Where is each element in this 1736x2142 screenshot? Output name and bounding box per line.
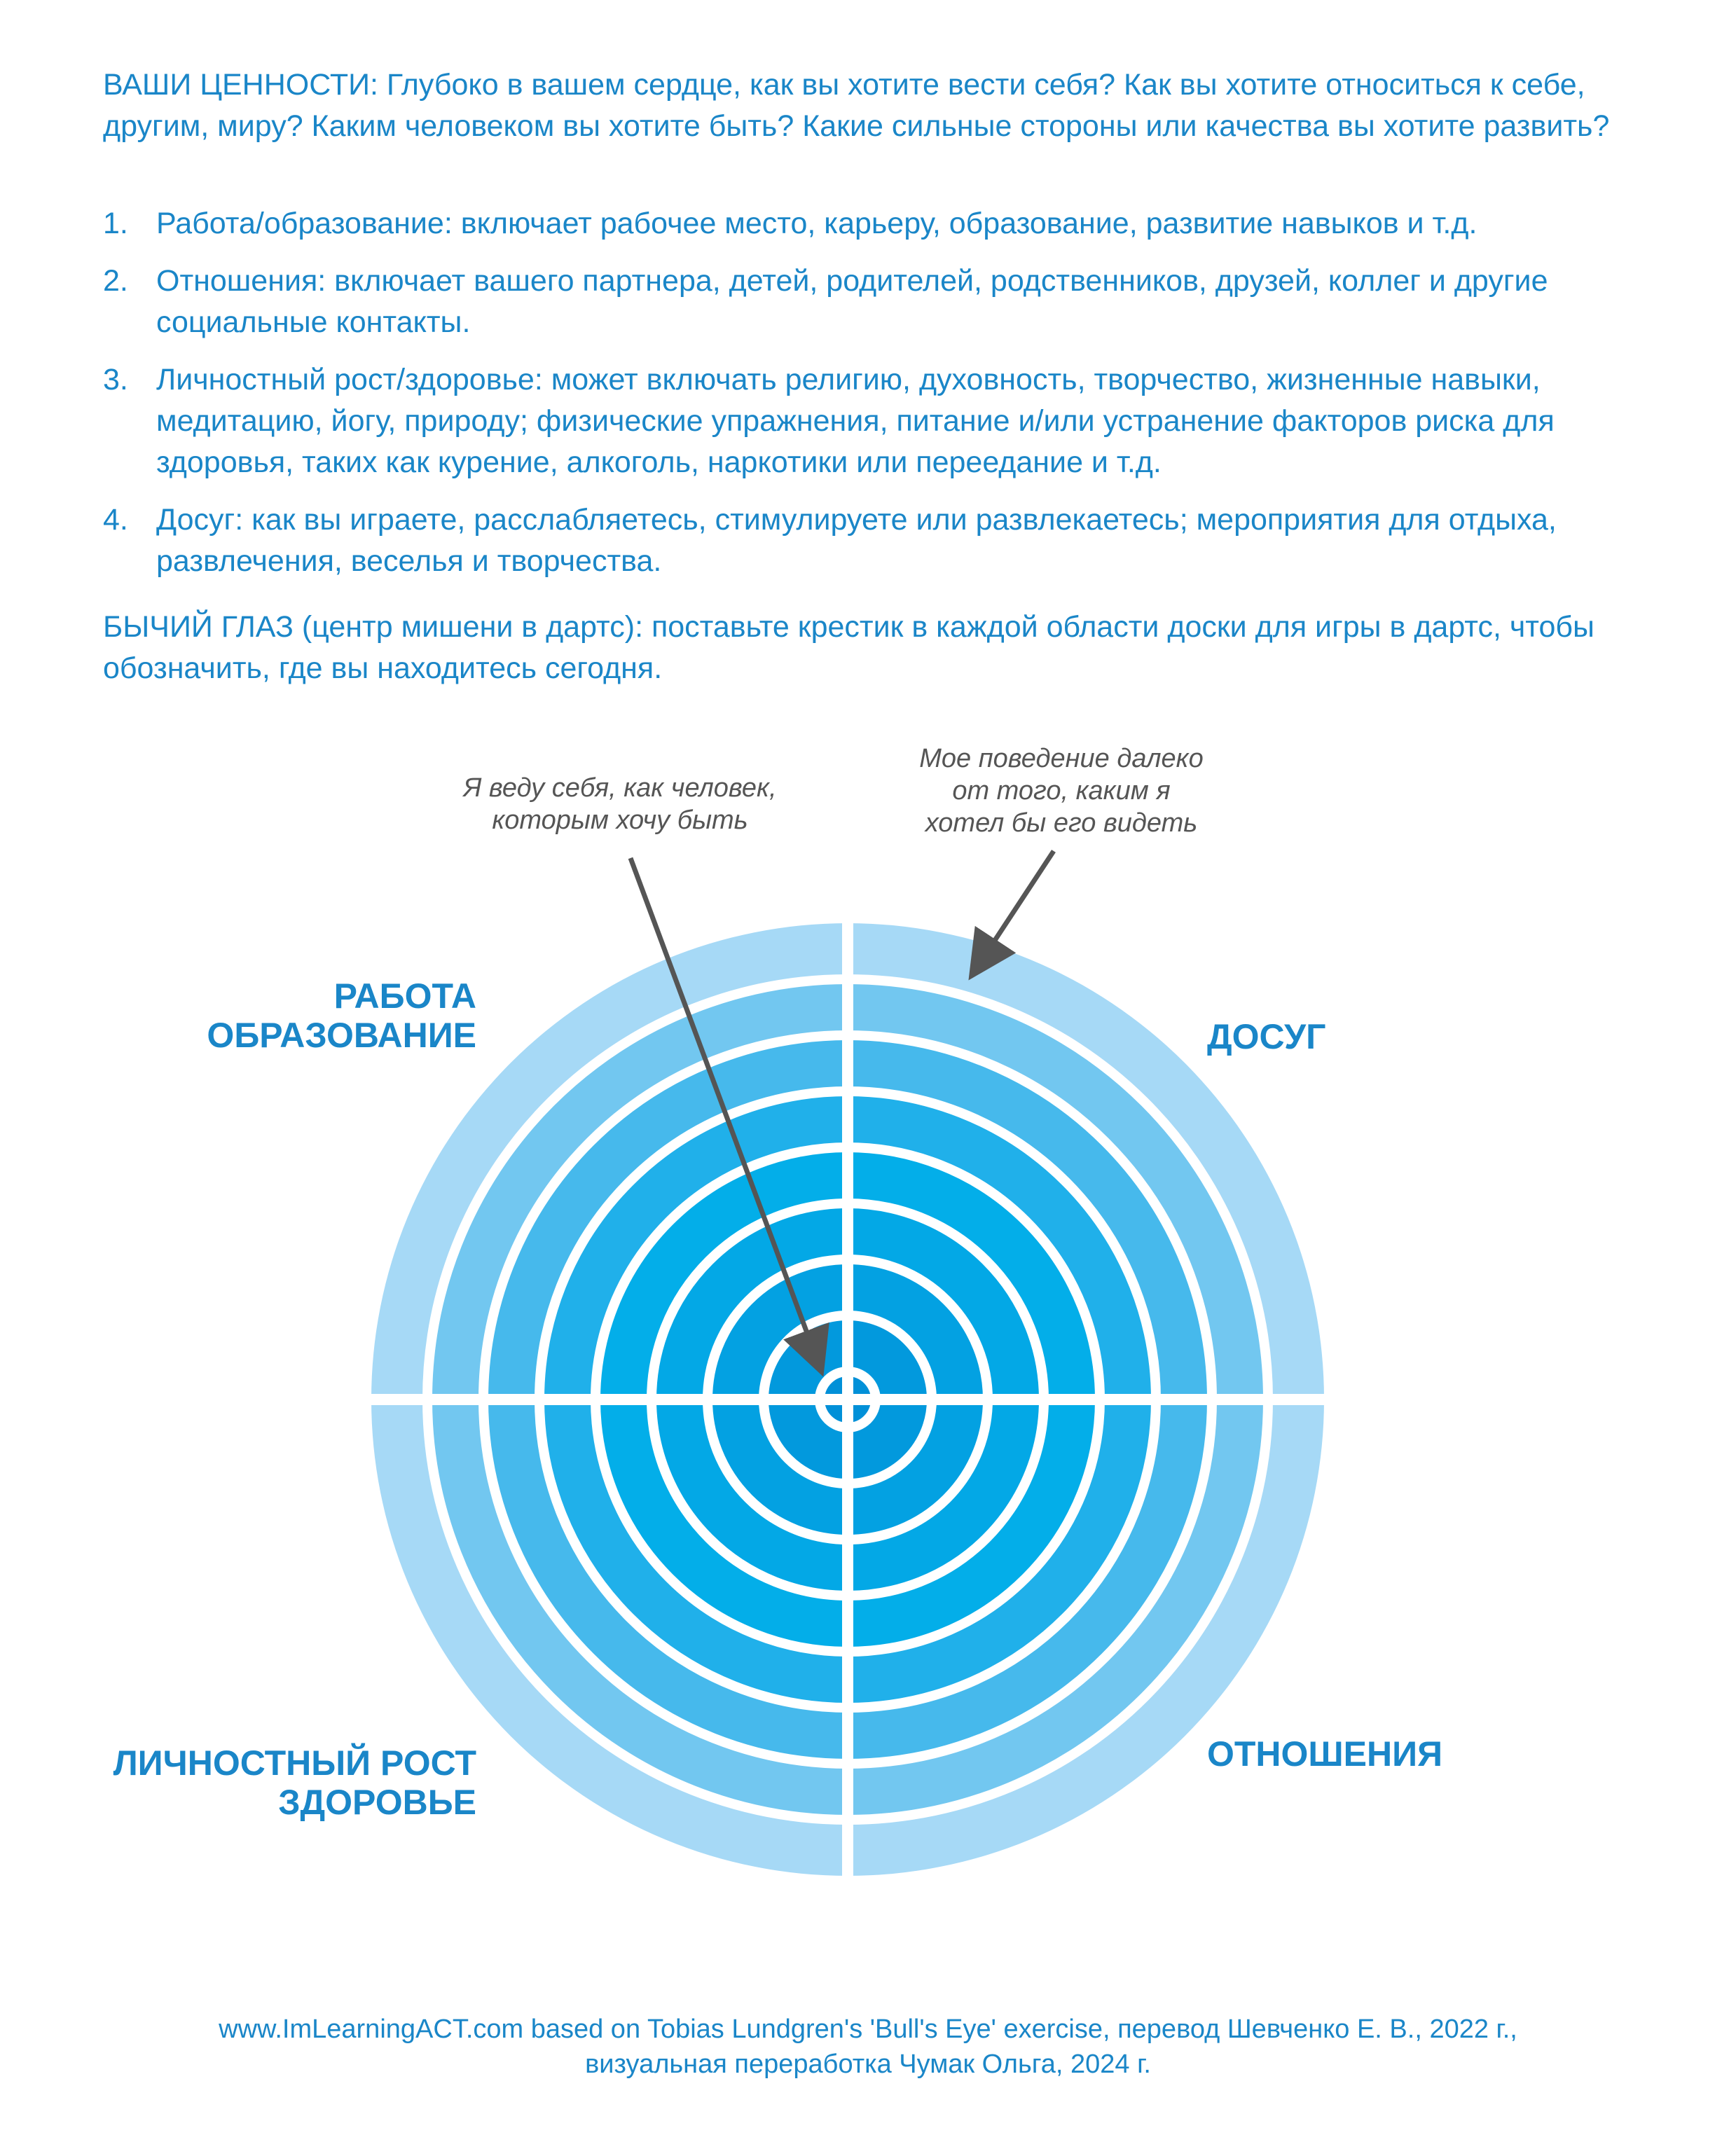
list-item-number: 4. (103, 503, 128, 537)
quadrant-label-line: ЛИЧНОСТНЫЙ РОСТ (113, 1743, 476, 1783)
footer-line2: визуальная переработка Чумак Ольга, 2024 г. (585, 2050, 1151, 2079)
annotation-outer (841, 742, 1282, 839)
annotation-outer-line3: хотел бы его видеть (925, 808, 1198, 838)
annotation-outer-line1: Мое поведение далеко (919, 744, 1204, 773)
list-item-text: Личностный рост/здоровье: может включать религию, духовность, творчество, жизненные навыки, медитацию, йогу, природу; физические упражнения, питание и/или устранение факторов риска для здоровья, таких как курение, алкоголь, наркотики или переедание и т.д. (156, 363, 1555, 479)
list-item-number: 2. (103, 264, 128, 298)
quadrant-label-line: ЗДОРОВЬЕ (278, 1783, 476, 1822)
list-item-text: Работа/образование: включает рабочее место, карьеру, образование, развитие навыков и т.д. (156, 207, 1477, 240)
annotation-center-line1: Я веду себя, как человек, (463, 773, 777, 803)
annotation-center (392, 772, 848, 836)
footer-line1: www.ImLearningACT.com based on Tobias Lundgren's 'Bull's Eye' exercise, перевод Шевченко Е. В., 2022 г., (219, 2015, 1517, 2044)
quadrant-label-line: ОТНОШЕНИЯ (1207, 1734, 1443, 1774)
list-item-number: 3. (103, 363, 128, 396)
quadrant-label-line: ОБРАЗОВАНИЕ (207, 1016, 476, 1055)
quadrant-label-relationships (1207, 1734, 1557, 1774)
list-item-text: Досуг: как вы играете, расслабляетесь, стимулируете или развлекаетесь; мероприятия для отдыха, развлечения, веселья и творчества. (156, 503, 1557, 578)
intro-paragraph: ВАШИ ЦЕННОСТИ: Глубоко в вашем сердце, как вы хотите вести себя? Как вы хотите относиться к себе, другим, миру? Каким человеком вы хотите быть? Какие сильные стороны или качества вы хотите развить? (103, 68, 1610, 143)
list-item-text: Отношения: включает вашего партнера, детей, родителей, родственников, друзей, коллег и другие социальные контакты. (156, 264, 1548, 339)
quadrant-label-line: ДОСУГ (1207, 1017, 1326, 1056)
bullseye-instructions: БЫЧИЙ ГЛАЗ (центр мишени в дартс): поставьте крестик в каждой области доски для игры в дартс, чтобы обозначить, где вы находитесь сегодня. (103, 610, 1594, 685)
quadrant-label-growth-health (56, 1743, 476, 1822)
arrow-to-outer-ring[interactable] (977, 851, 1054, 968)
quadrant-label-work-education (70, 976, 476, 1055)
annotation-outer-line2: от того, каким я (952, 776, 1171, 806)
quadrant-label-line: РАБОТА (333, 976, 476, 1016)
list-item-number: 1. (103, 207, 128, 240)
footer-credits (0, 2012, 1736, 2082)
annotation-center-line2: которым хочу быть (492, 806, 748, 835)
quadrant-label-leisure (1207, 1017, 1557, 1056)
